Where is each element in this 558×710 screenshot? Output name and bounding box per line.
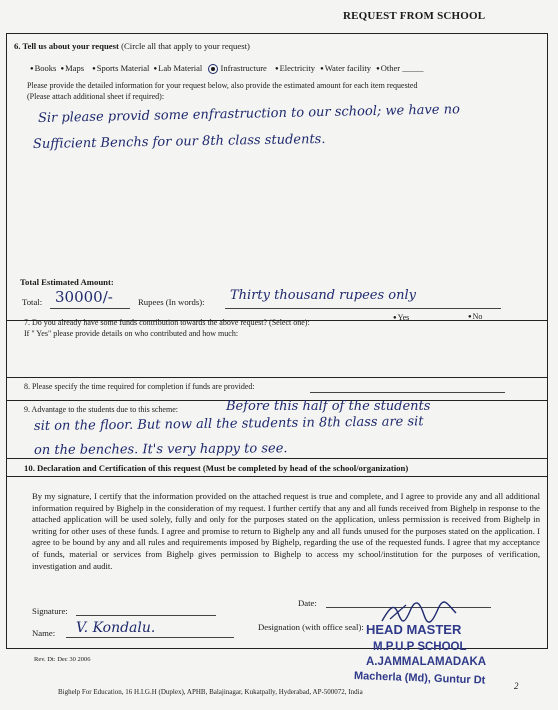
section8-question: 8. Please specify the time required for completion if funds are provided: <box>24 382 255 391</box>
stamp-line-4: Macherla (Md), Guntur Dt <box>353 670 486 687</box>
request-details-line-2[interactable]: Sufficient Benchs for our 8th class students. <box>32 131 326 152</box>
total-prefix: Total: <box>22 297 43 307</box>
advantage-line-3[interactable]: on the benches. It's very happy to see. <box>33 441 288 458</box>
page-number: 2 <box>514 681 519 691</box>
stamp-line-1: HEAD MASTER <box>366 622 462 637</box>
option-books[interactable]: ● Books <box>30 63 56 73</box>
total-amount-line <box>50 308 130 309</box>
section6-instruction-2: (Please attach additional sheet if required): <box>27 92 165 101</box>
selected-circle-icon <box>208 64 218 74</box>
declaration-paragraph: By my signature, I certify that the information provided on the attached request is true and complete, and I agree to provide any and all additional information required by Bighelp in the consideration of my request. I further certify that any and all funds received from Bighelp in response to the attached application will be used solely, fully and only for the purposes stated on the application, unless permission is received from Bighelp in writing for other uses of these funds. I agree and promise to return to Bighelp any and all funds unused for the purposes stated on the application. I agree to be bound by any and all rules and requirements imposed by Bighelp, regarding the use of the requested funds. I agree that my acceptance of funds, material or services from Bighelp gives permission to Bighelp to access my school/institution for the purposes of verification, investigation and audit. <box>32 491 540 571</box>
advantage-line-2[interactable]: sit on the floor. But now all the students in 8th class are sit <box>33 414 424 434</box>
page-title: REQUEST FROM SCHOOL <box>343 10 486 22</box>
rupees-line <box>225 308 501 309</box>
signature-label: Signature: <box>32 606 68 616</box>
name-line <box>66 637 234 638</box>
option-maps[interactable]: ● Maps <box>60 63 84 73</box>
divider-section8 <box>6 377 547 378</box>
section7-question: 7. Do you already have some funds contribution towards the above request? (Select one): <box>24 318 310 327</box>
section6-title: 6. Tell us about your request <box>14 41 119 51</box>
rupees-in-words-label: Rupees (In words): <box>138 297 205 307</box>
section9-question: 9. Advantage to the students due to this scheme: <box>24 405 178 414</box>
section7-yes[interactable] <box>393 313 409 322</box>
option-infrastructure[interactable] <box>208 63 269 73</box>
signature-line <box>76 615 216 616</box>
divider-section10 <box>6 458 547 459</box>
section6-instruction-1: Please provide the detailed information for your request below, also provide the estimated amount for each item requested <box>27 81 418 90</box>
stamp-line-3: A.JAMMALAMADAKA <box>366 656 487 668</box>
footer-address: Bighelp For Education, 16 H.I.G.H (Duplex), APHB, Balajinagar, Kukatpally, Hyderabad, AP-500072, India <box>58 688 363 696</box>
name-label: Name: <box>32 628 56 638</box>
section7-no[interactable] <box>468 312 482 321</box>
option-other-blank[interactable]: _____ <box>402 63 424 73</box>
section7-followup: If " Yes" please provide details on who contributed and how much: <box>24 329 239 338</box>
option-infrastructure-label: Infrastructure <box>220 63 267 73</box>
date-label: Date: <box>298 598 317 608</box>
revision-date: Rev. Dt: Dec 30 2006 <box>34 656 91 663</box>
option-electricity[interactable]: ● Electricity <box>275 63 315 73</box>
total-amount-value[interactable]: 30000/- <box>55 288 113 306</box>
section10-title: 10. Declaration and Certification of this request <box>24 463 201 473</box>
section10-note: (Must be completed by head of the school/organization) <box>202 463 409 473</box>
section7-yes-label: Yes <box>397 313 410 322</box>
name-value[interactable]: V. Kondalu. <box>76 620 156 636</box>
stamp-line-2: M.P.U.P SCHOOL <box>373 641 467 653</box>
request-details-line-1[interactable]: Sir please provid some enfrastruction to our school; we have no <box>37 102 461 126</box>
option-sports-material[interactable]: ● Sports Material <box>92 63 149 73</box>
section8-answer-line <box>310 392 505 393</box>
rupees-in-words-value[interactable]: Thirty thousand rupees only <box>230 288 416 303</box>
request-options <box>30 63 423 74</box>
option-other[interactable]: ● Other <box>376 63 400 73</box>
divider-section10-heading <box>6 476 547 477</box>
total-estimated-label: Total Estimated Amount: <box>20 277 114 287</box>
option-water-facility[interactable]: ● Water facility <box>320 63 371 73</box>
section6-note: (Circle all that apply to your request) <box>121 41 250 51</box>
advantage-line-1[interactable]: Before this half of the students <box>226 399 431 414</box>
section6-heading <box>14 41 250 51</box>
designation-label: Designation (with office seal): <box>258 622 364 632</box>
option-lab-material[interactable]: ● Lab Material <box>154 63 203 73</box>
section10-heading <box>24 463 408 473</box>
section7-no-label: No <box>472 312 483 321</box>
